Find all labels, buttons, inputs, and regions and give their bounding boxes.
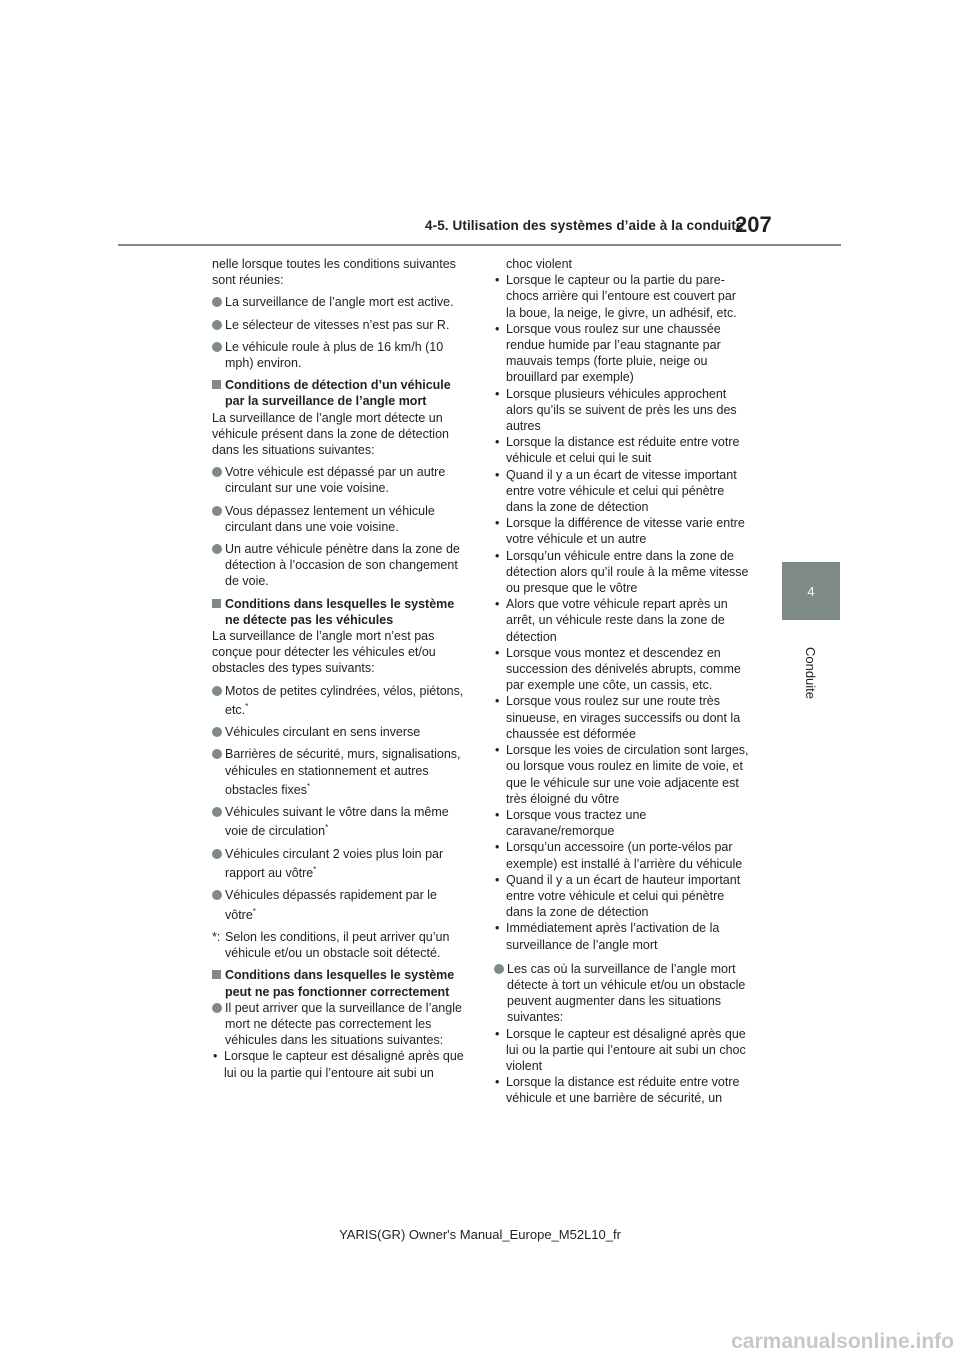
malfunction-bullet: • Lorsque vous tractez une caravane/remorque [494,807,749,839]
asterisk-mark: * [306,781,311,791]
nondetection-item [212,804,467,840]
item-text: Motos de petites cylindrées, vélos, piétons, etc. [225,683,464,718]
nondetection-item [212,846,467,882]
false-detection-intro: Les cas où la surveillance de l’angle mort détecte à tort un véhicule et/ou un obstacle peuvent augmenter dans les situations suivantes: [494,961,749,1026]
asterisk-mark: * [325,823,329,833]
footnote-mark: *: [212,929,221,944]
malfunction-bullet: • Immédiatement après l’activation de la surveillance de l’angle mort [494,920,749,952]
footnote [212,929,467,961]
asterisk-mark: * [313,864,317,874]
false-detection-bullet: • Lorsque le capteur est désaligné après que lui ou la partie qui l’entoure ait subi un choc violent [494,1026,749,1075]
header-divider [118,244,841,246]
continuation-text: choc violent [506,257,573,271]
malfunction-bullet: • Lorsque la distance est réduite entre votre véhicule et celui qui le suit [494,434,749,466]
malfunction-bullet: • Lorsqu’un accessoire (un porte-vélos par exemple) est installé à l’arrière du véhicule [494,839,749,871]
asterisk-mark: * [245,701,249,711]
chapter-tab [782,562,840,620]
footer-manual-id: YARIS(GR) Owner's Manual_Europe_M52L10_fr [339,1227,621,1242]
chapter-number: 4 [807,583,815,599]
malfunction-bullet: • Lorsque plusieurs véhicules approchent alors qu’ils se suivent de près les uns des autres [494,386,749,435]
malfunction-bullet: • Lorsque les voies de circulation sont larges, ou lorsque vous roulez en limite de voie, et que le véhicule sur une voie adjacente est très éloigné du vôtre [494,742,749,807]
item-text: Barrières de sécurité, murs, signalisations, véhicules en stationnement et autres obstacles fixes [225,747,461,797]
nondetection-item [212,887,467,923]
footnote-text: Selon les conditions, il peut arriver qu’un véhicule et/ou un obstacle soit détecté. [225,929,450,961]
malfunction-bullet: • Lorsque le capteur ou la partie du pare-chocs arrière qui l’entoure est couvert par la boue, la neige, le givre, un adhésif, etc. [494,272,749,321]
malfunction-intro: Il peut arriver que la surveillance de l’angle mort ne détecte pas correctement les véhicules dans les situations suivantes: [212,1000,467,1049]
section-title: 4-5. Utilisation des systèmes d’aide à la conduite [425,218,744,233]
detection-item: Vous dépassez lentement un véhicule circulant dans une voie voisine. [212,503,467,535]
malfunction-bullet: • Lorsque vous roulez sur une route très sinueuse, en virages successifs ou dont la chaussée est déformée [494,693,749,742]
malfunction-bullet: • Lorsque le capteur est désaligné après que lui ou la partie qui l’entoure ait subi un [212,1048,467,1080]
heading-detection: Conditions de détection d’un véhicule par la surveillance de l’angle mort [212,377,467,409]
condition-item: Le véhicule roule à plus de 16 km/h (10 mph) environ. [212,339,467,371]
intro-text: nelle lorsque toutes les conditions suivantes sont réunies: [212,257,456,288]
detection-item: Votre véhicule est dépassé par un autre circulant sur une voie voisine. [212,464,467,496]
condition-item: Le sélecteur de vitesses n’est pas sur R. [212,317,467,333]
malfunction-bullet: • Lorsque la différence de vitesse varie entre votre véhicule et un autre [494,515,749,547]
heading-malfunction: Conditions dans lesquelles le système peut ne pas fonctionner correctement [212,967,467,999]
detection-intro: La surveillance de l’angle mort détecte un véhicule présent dans la zone de détection dans les situations suivantes: [212,410,449,458]
malfunction-bullet: • Alors que votre véhicule repart après un arrêt, un véhicule reste dans la zone de détection [494,596,749,645]
chapter-label: Conduite [803,646,818,700]
malfunction-bullet: • Quand il y a un écart de hauteur important entre votre véhicule et celui qui pénètre dans la zone de détection [494,872,749,921]
condition-item: La surveillance de l’angle mort est active. [212,294,467,310]
heading-nondetection: Conditions dans lesquelles le système ne détecte pas les véhicules [212,596,467,628]
malfunction-bullet: • Quand il y a un écart de vitesse important entre votre véhicule et celui qui pénètre dans la zone de détection [494,467,749,516]
item-text: Véhicules circulant 2 voies plus loin par rapport au vôtre [225,846,444,881]
nondetection-item [212,683,467,719]
page-number: 207 [735,212,772,237]
detection-item: Un autre véhicule pénètre dans la zone de détection à l’occasion de son changement de voie. [212,541,467,590]
item-text: Véhicules suivant le vôtre dans la même voie de circulation [225,805,449,839]
nondetection-intro: La surveillance de l’angle mort n’est pas conçue pour détecter les véhicules et/ou obstacles des types suivants: [212,629,436,676]
item-text: Véhicules dépassés rapidement par le vôtre [225,888,437,922]
watermark: carmanualsonline.info [731,1330,954,1353]
nondetection-item [212,746,467,798]
asterisk-mark: * [252,906,256,916]
nondetection-item: Véhicules circulant en sens inverse [212,724,467,740]
malfunction-bullet: • Lorsque vous montez et descendez en succession des dénivelés abrupts, comme par exemple une côte, un cassis, etc. [494,645,749,694]
left-column [212,256,467,1081]
right-column [494,256,749,1107]
malfunction-bullet: • Lorsqu’un véhicule entre dans la zone de détection alors qu’il roule à la même vitesse ou presque que le vôtre [494,548,749,597]
false-detection-bullet: • Lorsque la distance est réduite entre votre véhicule et une barrière de sécurité, un [494,1074,749,1106]
malfunction-bullet: • Lorsque vous roulez sur une chaussée rendue humide par l’eau stagnante par mauvais temps (forte pluie, neige ou brouillard par exemple) [494,321,749,386]
